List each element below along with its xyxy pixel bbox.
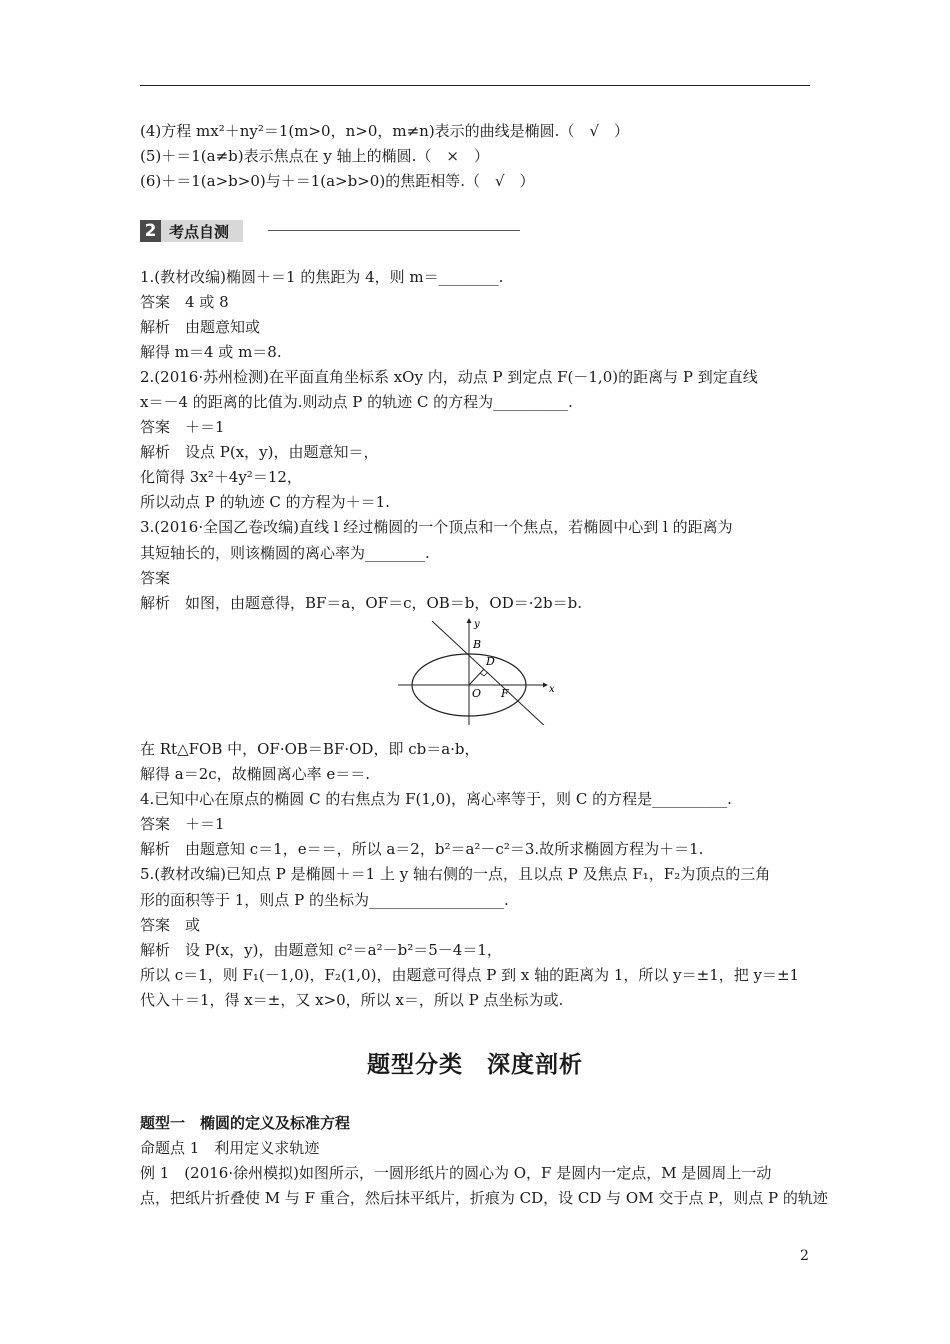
- text-line: 解析 设点 P(x，y)，由题意知＝，: [140, 443, 379, 461]
- label-b: B: [473, 638, 482, 651]
- text-line: x＝－4 的距离的比值为.则动点 P 的轨迹 C 的方程为__________.: [140, 393, 573, 411]
- topic-heading: 题型一 椭圆的定义及标准方程: [140, 1114, 351, 1132]
- main-section-title: 题型分类 深度剖析: [367, 1052, 583, 1078]
- text-line: 解析 设 P(x，y)，由题意知 c²＝a²－b²＝5－4＝1，: [140, 941, 502, 959]
- ellipse-figure: [398, 617, 558, 725]
- text-line: 答案: [140, 569, 171, 587]
- text-line: 点，把纸片折叠使 M 与 F 重合，然后抹平纸片，折痕为 CD，设 CD 与 OM 交于点 P，则点 P 的轨迹: [140, 1189, 828, 1207]
- label-d: D: [486, 655, 495, 668]
- text-line: (6)＋＝1(a>b>0)与＋＝1(a>b>0)的焦距相等.（ √ ）: [140, 172, 535, 190]
- section-title: 考点自测: [161, 220, 243, 242]
- text-line: (5)＋＝1(a≠b)表示焦点在 y 轴上的椭圆.（ × ）: [140, 147, 489, 165]
- text-line: 答案 ＋＝1: [140, 418, 225, 436]
- segment-od: [469, 669, 484, 685]
- text-line: 答案 4 或 8: [140, 293, 229, 311]
- text-line: 所以 c＝1，则 F₁(－1,0)，F₂(1,0)，由题意可得点 P 到 x 轴的距离为 1，所以 y＝±1，把 y＝±1: [140, 966, 800, 984]
- section-number-badge: 2: [140, 220, 161, 242]
- text-line: 代入＋＝1，得 x＝±，又 x>0，所以 x＝，所以 P 点坐标为或.: [140, 991, 564, 1009]
- text-line: 解析 如图，由题意得，BF＝a，OF＝c，OB＝b，OD＝·2b＝b.: [140, 594, 583, 612]
- text-line: 在 Rt△FOB 中，OF·OB＝BF·OD，即 cb＝a·b，: [140, 740, 480, 758]
- x-axis-arrow: [543, 683, 548, 688]
- label-x: x: [549, 684, 555, 695]
- text-line: 解析 由题意知或: [140, 318, 261, 336]
- text-line: 5.(教材改编)已知点 P 是椭圆＋＝1 上 y 轴右侧的一点，且以点 P 及焦点 F₁，F₂为顶点的三角: [140, 865, 771, 883]
- text-line: 3.(2016·全国乙卷改编)直线 l 经过椭圆的一个顶点和一个焦点，若椭圆中心到 l 的距离为: [140, 518, 733, 536]
- text-line: 其短轴长的，则该椭圆的离心率为________.: [140, 544, 430, 562]
- text-line: 答案 ＋＝1: [140, 815, 225, 833]
- text-line: 化简得 3x²＋4y²＝12，: [140, 468, 302, 486]
- header-rule: [140, 85, 810, 86]
- label-o: O: [472, 687, 482, 700]
- text-line: 解得 a＝2c，故椭圆离心率 e＝＝.: [140, 765, 371, 783]
- text-line: (4)方程 mx²＋ny²＝1(m>0，n>0，m≠n)表示的曲线是椭圆.（ √ ）: [140, 122, 629, 140]
- text-line: 答案 或: [140, 916, 201, 934]
- text-line: 1.(教材改编)椭圆＋＝1 的焦距为 4，则 m＝________.: [140, 268, 504, 286]
- page-number: 2: [800, 1248, 809, 1264]
- y-axis-arrow: [467, 618, 472, 623]
- line-l: [432, 621, 548, 725]
- section-rule: [268, 230, 520, 231]
- section-heading: [140, 219, 243, 243]
- label-f: F: [501, 687, 509, 700]
- text-line: 所以动点 P 的轨迹 C 的方程为＋＝1.: [140, 493, 390, 511]
- text-line: 4.已知中心在原点的椭圆 C 的右焦点为 F(1,0)，离心率等于，则 C 的方程是__________.: [140, 790, 732, 808]
- text-line: 形的面积等于 1，则点 P 的坐标为__________________.: [140, 891, 509, 909]
- text-line: 2.(2016·苏州检测)在平面直角坐标系 xOy 内，动点 P 到定点 F(－1,0)的距离与 P 到定直线: [140, 368, 758, 386]
- text-line: 命题点 1 利用定义求轨迹: [140, 1139, 320, 1157]
- text-line: 解析 由题意知 c＝1，e＝＝，所以 a＝2，b²＝a²－c²＝3.故所求椭圆方程为＋＝1.: [140, 840, 704, 858]
- text-line: 例 1 (2016·徐州模拟)如图所示，一圆形纸片的圆心为 O，F 是圆内一定点，M 是圆周上一动: [140, 1164, 772, 1182]
- text-line: 解得 m＝4 或 m＝8.: [140, 343, 282, 361]
- label-y: y: [474, 619, 480, 630]
